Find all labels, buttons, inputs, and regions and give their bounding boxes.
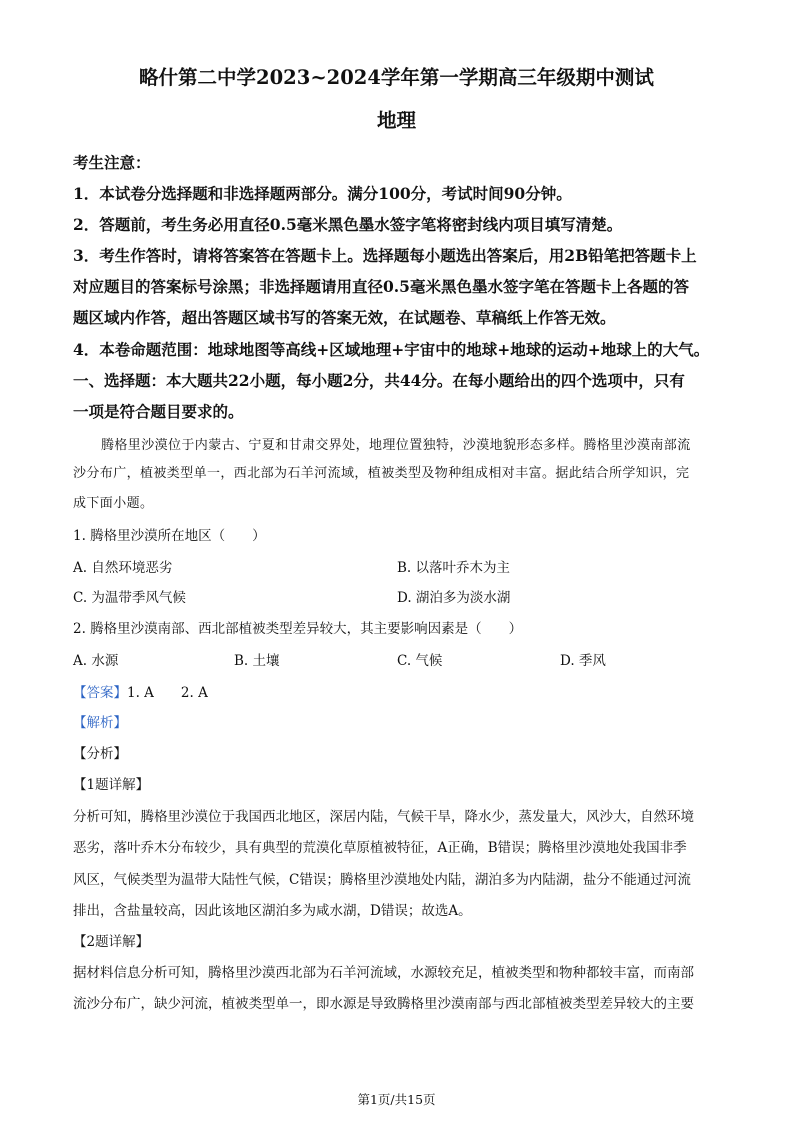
detail-1-line: 风区，气候类型为温带大陆性气候，C错误；腾格里沙漠地处内陆，湖泊多为内陆湖，盐分不能通过河流 <box>73 872 691 888</box>
detail-2-heading: 【2题详解】 <box>73 934 150 950</box>
detail-2-line: 流沙分布广，缺少河流，植被类型单一，即水源是导致腾格里沙漠南部与西北部植被类型差异较大的主要 <box>73 996 694 1012</box>
detail-1-line: 恶劣，落叶乔木分布较少，具有典型的荒漠化草原植被特征，A正确，B错误；腾格里沙漠地处我国非季 <box>73 840 687 856</box>
exam-subject: 地理 <box>376 109 416 132</box>
passage-line: 成下面小题。 <box>73 496 154 511</box>
question-1-option-b: B. 以落叶乔木为主 <box>397 560 511 576</box>
passage-line: 沙分布广，植被类型单一，西北部为石羊河流域，植被类型及物种组成相对丰富。据此结合所学知识，完 <box>73 466 690 481</box>
page-number: 第1页/共15页 <box>357 1092 436 1107</box>
notice-line: 对应题目的答案标号涂黑；非选择题请用直径0.5毫米黑色墨水签字笔在答题卡上各题的答 <box>73 277 689 296</box>
detail-1-line: 排出，含盐量较高，因此该地区湖泊多为咸水湖，D错误；故选A。 <box>73 903 472 919</box>
answer-tag: 【答案】 <box>73 685 127 701</box>
question-1-option-d: D. 湖泊多为淡水湖 <box>397 590 511 606</box>
exam-title: 略什第二中学2023~2024学年第一学期高三年级期中测试 <box>139 66 654 89</box>
notice-line: 题区域内作答，超出答题区域书写的答案无效，在试题卷、草稿纸上作答无效。 <box>73 308 616 327</box>
detail-1-heading: 【1题详解】 <box>73 777 150 793</box>
section-heading: 一、选择题：本大题共22小题，每小题2分，共44分。在每小题给出的四个选项中，只有 <box>73 371 685 390</box>
passage-line: 腾格里沙漠位于内蒙古、宁夏和甘肃交界处，地理位置独特，沙漠地貌形态多样。腾格里沙漠南部流 <box>101 438 691 453</box>
notice-line: 1．本试卷分选择题和非选择题两部分。满分100分，考试时间90分钟。 <box>73 184 572 203</box>
answer-value: 1. A 2. A <box>127 685 208 701</box>
notice-line: 4．本卷命题范围：地球地图等高线+区域地理+宇宙中的地球+地球的运动+地球上的大气。 <box>73 340 710 359</box>
analysis-tag: 【解析】 <box>73 715 127 731</box>
notice-line: 2．答题前，考生务必用直径0.5毫米黑色墨水签字笔将密封线内项目填写清楚。 <box>73 215 623 234</box>
question-2-option-a: A. 水源 <box>73 653 119 669</box>
question-1-option-c: C. 为温带季风气候 <box>73 590 186 606</box>
question-1-stem: 1. 腾格里沙漠所在地区（ ） <box>73 528 266 544</box>
question-2-stem: 2. 腾格里沙漠南部、西北部植被类型差异较大，其主要影响因素是（ ） <box>73 621 523 637</box>
section-heading: 一项是符合题目要求的。 <box>73 402 244 421</box>
question-1-option-a: A. 自然环境恶劣 <box>73 560 173 576</box>
question-2-option-c: C. 气候 <box>397 653 443 669</box>
analysis-heading: 【分析】 <box>73 746 127 762</box>
answer-line <box>73 681 208 701</box>
notice-line: 3．考生作答时，请将答案答在答题卡上。选择题每小题选出答案后，用2B铅笔把答题卡上 <box>73 246 697 265</box>
question-2-option-d: D. 季风 <box>560 653 606 669</box>
question-2-option-b: B. 土壤 <box>234 653 280 669</box>
notice-heading: 考生注意： <box>73 153 151 172</box>
detail-2-line: 据材料信息分析可知，腾格里沙漠西北部为石羊河流域，水源较充足，植被类型和物种都较丰富，而南部 <box>73 965 694 981</box>
detail-1-line: 分析可知，腾格里沙漠位于我国西北地区，深居内陆，气候干旱，降水少，蒸发量大，风沙大，自然环境 <box>73 809 694 825</box>
